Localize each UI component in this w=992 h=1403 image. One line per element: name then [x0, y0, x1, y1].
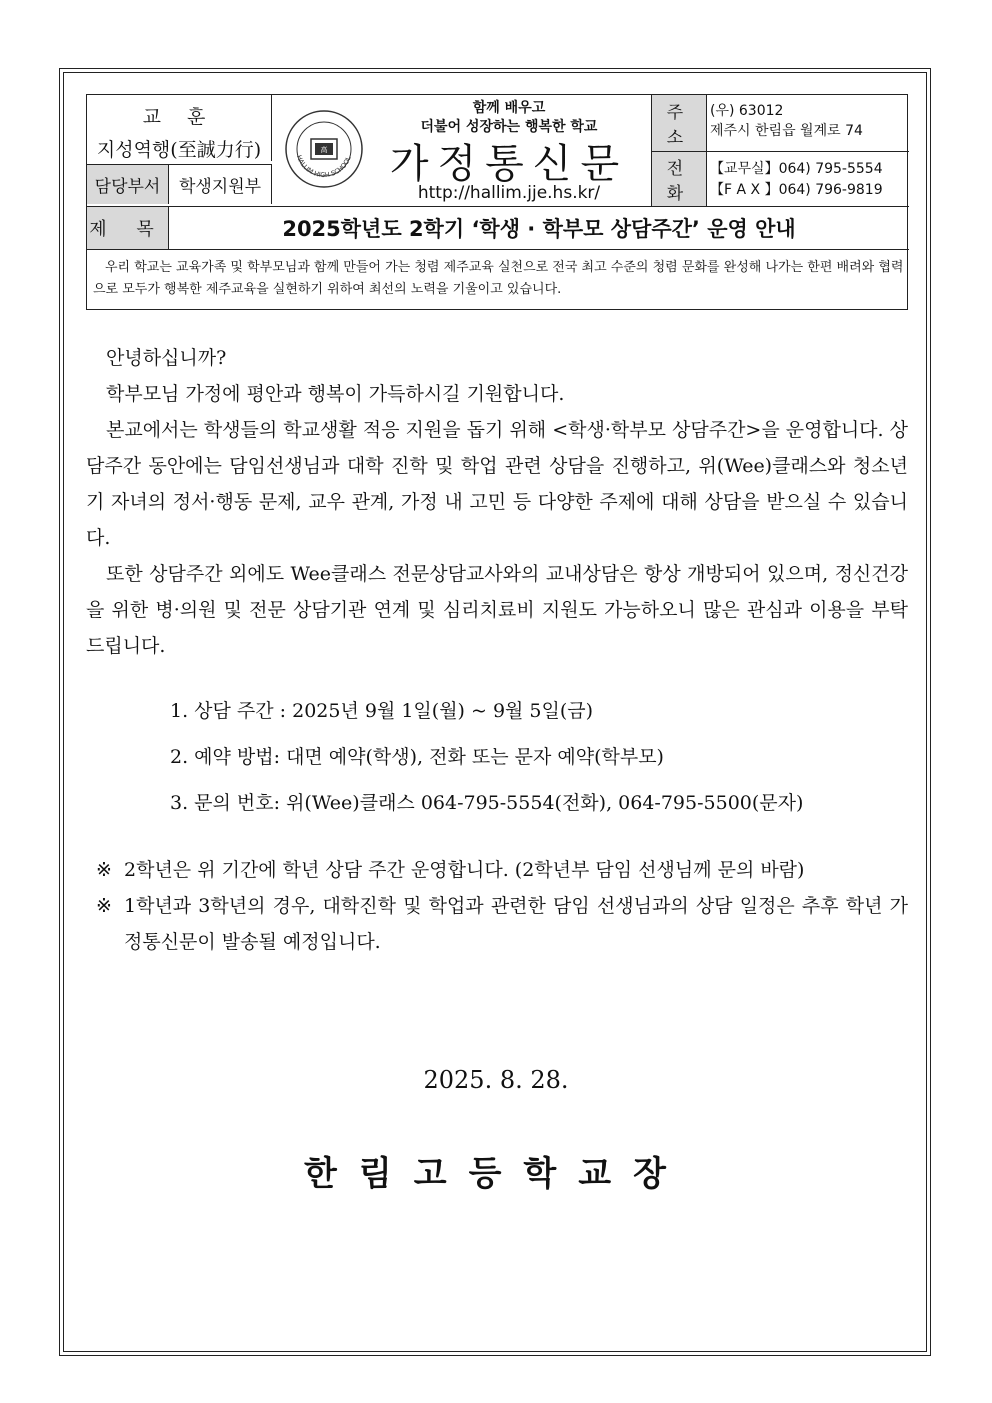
newsletter-title: 가정통신문 [389, 141, 629, 187]
issue-date: 2025. 8. 28. [423, 1066, 569, 1094]
phone-line-2: 【F A X 】064) 796-9819 [710, 182, 883, 198]
slogan-line-2: 더불어 성장하는 행복한 학교 [420, 119, 598, 135]
motto-value: 지성역행(至誠力行) [87, 136, 272, 161]
svg-text:高: 高 [320, 146, 328, 154]
notes [96, 852, 908, 960]
subject-label: 제 목 [87, 206, 169, 249]
department-value: 학생지원부 [169, 164, 272, 204]
address-value [707, 95, 909, 151]
note-2 [96, 888, 908, 960]
reference-mark: ※ [96, 895, 112, 917]
intro-statement: 우리 학교는 교육가족 및 학부모님과 함께 만들어 가는 청렴 제주교육 실천으로 전국 최고 수준의 청렴 문화를 완성해 나가는 한편 배려와 협력으로 모두가 행복한 제주교육을 실현하기 위하여 최선의 노력을 기울이고 있습니다. [87, 249, 909, 309]
header-table [86, 94, 908, 310]
phone-line-1: 【교무실】064) 795-5554 [710, 161, 883, 177]
phone-value [707, 151, 909, 206]
department-label: 담당부서 [87, 164, 169, 204]
school-emblem-logo [284, 109, 364, 189]
note-text: 2학년은 위 기간에 학년 상담 주간 운영합니다. (2학년부 담임 선생님께 문의 바람) [124, 859, 805, 881]
list-item: 1. 상담 주간 : 2025년 9월 1일(월) ~ 9월 5일(금) [170, 700, 594, 722]
motto-label: 교 훈 [87, 95, 272, 136]
paragraph-2: 또한 상담주간 외에도 Wee클래스 전문상담교사와의 교내상담은 항상 개방되어 있으며, 정신건강을 위한 병·의원 및 전문 상담기관 연계 및 심리치료비 지원도 가능하오니 많은 관심과 이용을 부탁드립니다. [86, 563, 908, 657]
phone-label: 전 화 [651, 151, 707, 206]
info-list [170, 688, 910, 826]
letter-body [86, 340, 908, 664]
greeting: 안녕하십니까? [106, 347, 227, 369]
principal-signature: 한림고등학교장 [304, 1154, 688, 1194]
svg-text:HALLIM HIGH SCHOOL: HALLIM HIGH SCHOOL [294, 153, 353, 180]
paragraph-1: 본교에서는 학생들의 학교생활 적응 지원을 돕기 위해 <학생·학부모 상담주간>을 운영합니다. 상담주간 동안에는 담임선생님과 대학 진학 및 학업 관련 상담을 진행하고, 위(Wee)클래스와 청소년기 자녀의 정서·행동 문제, 교우 관계, 가정 내 고민 등 다양한 주제에 대해 상담을 받으실 수 있습니다. [86, 419, 908, 549]
address-line-2: 제주시 한림읍 월계로 74 [710, 123, 863, 139]
list-item: 3. 문의 번호: 위(Wee)클래스 064-795-5554(전화), 064-795-5500(문자) [170, 792, 804, 814]
wish-line: 학부모님 가정에 평안과 행복이 가득하시길 기원합니다. [106, 383, 565, 405]
reference-mark: ※ [96, 859, 112, 881]
list-item: 2. 예약 방법: 대면 예약(학생), 전화 또는 문자 예약(학부모) [170, 746, 664, 768]
newsletter-title-block [274, 95, 650, 206]
slogan-line-1: 함께 배우고 [472, 100, 546, 116]
address-label: 주 소 [651, 95, 707, 151]
subject-title: 2025학년도 2학기 ‘학생 · 학부모 상담주간’ 운영 안내 [169, 206, 909, 249]
address-line-1: (우) 63012 [710, 103, 784, 119]
note-text: 1학년과 3학년의 경우, 대학진학 및 학업과 관련한 담임 선생님과의 상담 일정은 추후 학년 가정통신문이 발송될 예정입니다. [124, 895, 908, 953]
note-1 [96, 852, 908, 888]
school-url: http://hallim.jje.hs.kr/ [417, 183, 601, 203]
